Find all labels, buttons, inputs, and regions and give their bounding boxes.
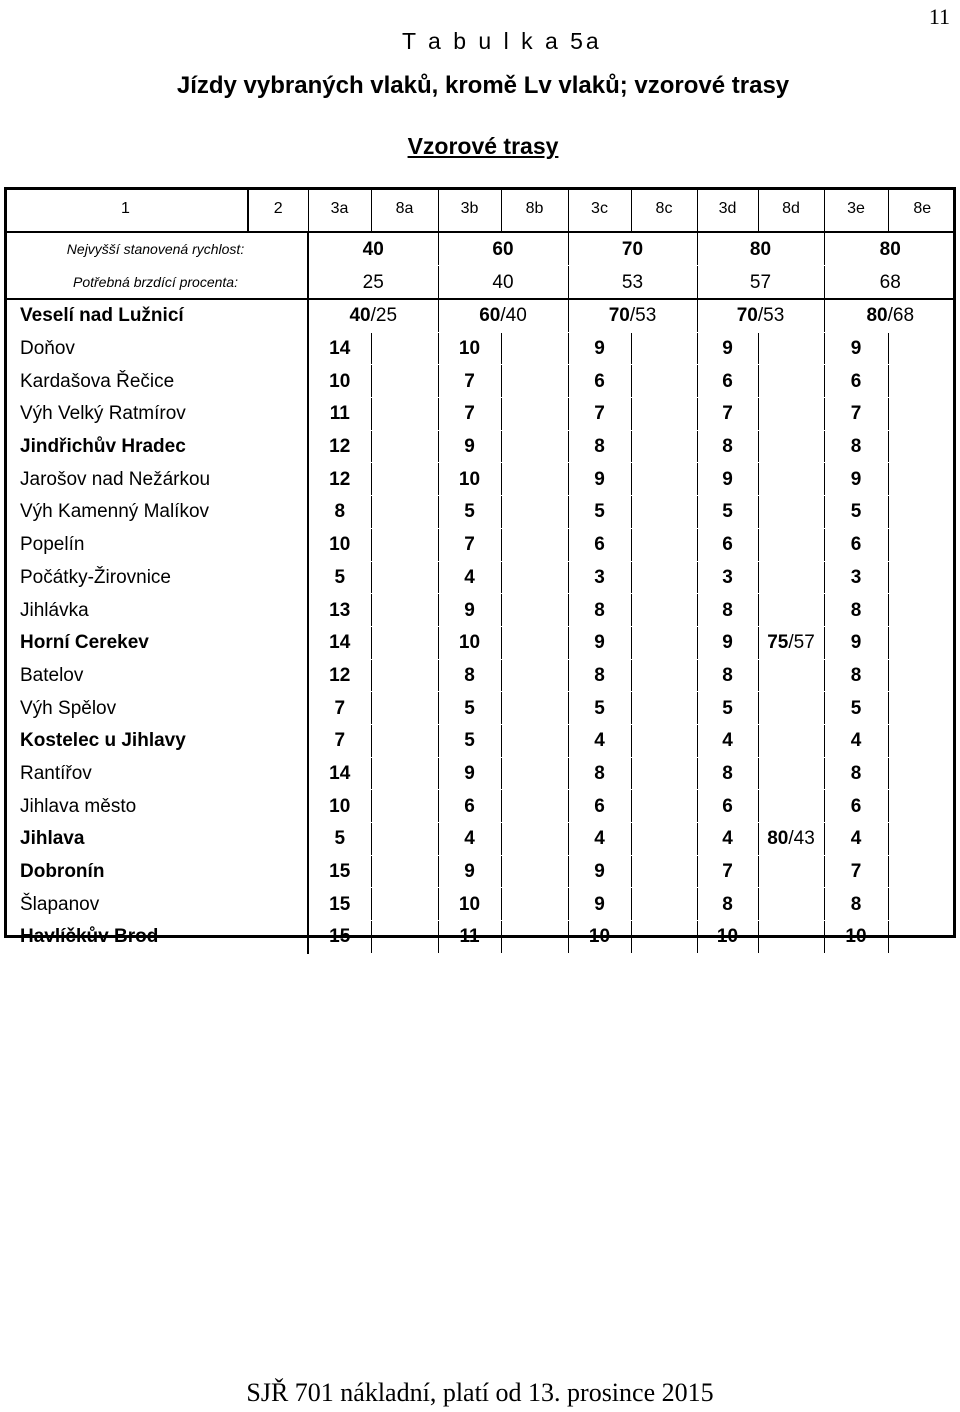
station-row xyxy=(4,659,956,692)
running-time-cell: 5 xyxy=(568,692,631,725)
running-time-cell: 10 xyxy=(438,626,501,659)
station-row xyxy=(4,496,956,529)
running-time-cell: 12 xyxy=(308,659,371,692)
origin-value: 80/68 xyxy=(824,299,956,332)
header-row xyxy=(4,187,956,232)
station-name: Jihlava xyxy=(4,823,308,856)
column-header: 8d xyxy=(758,187,824,232)
max-speed-row xyxy=(4,232,956,266)
running-time-cell: 5 xyxy=(824,692,888,725)
brake-percent-label: Potřebná brzdící procenta: xyxy=(4,266,308,300)
running-time-cell xyxy=(758,463,824,496)
empty-cell xyxy=(631,855,697,888)
running-time-cell: 10 xyxy=(438,888,501,921)
brake-percent-value: 53 xyxy=(568,266,697,300)
running-time-cell: 6 xyxy=(568,528,631,561)
running-time-cell: 5 xyxy=(697,692,758,725)
running-time-cell xyxy=(758,398,824,431)
empty-cell xyxy=(501,692,568,725)
station-name: Horní Cerekev xyxy=(4,626,308,659)
column-header: 8a xyxy=(371,187,438,232)
empty-cell xyxy=(501,757,568,790)
empty-cell xyxy=(631,561,697,594)
station-name: Výh Spělov xyxy=(4,692,308,725)
empty-cell xyxy=(501,398,568,431)
running-time-cell: 11 xyxy=(308,398,371,431)
empty-cell xyxy=(888,430,956,463)
running-time-cell: 8 xyxy=(568,594,631,627)
empty-cell xyxy=(371,855,438,888)
running-time-cell: 9 xyxy=(697,463,758,496)
station-name: Šlapanov xyxy=(4,888,308,921)
running-time-cell: 4 xyxy=(697,724,758,757)
empty-cell xyxy=(888,823,956,856)
running-time-cell: 4 xyxy=(824,823,888,856)
empty-cell xyxy=(371,463,438,496)
running-time-cell: 7 xyxy=(824,398,888,431)
station-name: Batelov xyxy=(4,659,308,692)
max-speed-value: 80 xyxy=(824,232,956,266)
running-time-cell: 10 xyxy=(568,921,631,954)
table-label: T a b u l k a 5a xyxy=(402,28,602,54)
running-time-cell: 6 xyxy=(438,790,501,823)
running-time-cell: 6 xyxy=(697,528,758,561)
running-time-cell: 4 xyxy=(438,561,501,594)
running-time-cell: 8 xyxy=(697,430,758,463)
empty-cell xyxy=(631,921,697,954)
running-time-cell: 7 xyxy=(438,398,501,431)
running-time-cell: 9 xyxy=(824,463,888,496)
empty-cell xyxy=(501,496,568,529)
running-time-cell: 10 xyxy=(308,790,371,823)
column-header: 8e xyxy=(888,187,956,232)
station-name: Doňov xyxy=(4,332,308,365)
origin-value: 60/40 xyxy=(438,299,568,332)
station-row xyxy=(4,888,956,921)
station-name: Havlíčkův Brod xyxy=(4,921,308,954)
running-time-cell xyxy=(758,790,824,823)
empty-cell xyxy=(631,692,697,725)
running-time-cell: 4 xyxy=(568,724,631,757)
running-time-cell: 3 xyxy=(568,561,631,594)
running-time-cell: 8 xyxy=(824,594,888,627)
empty-cell xyxy=(501,790,568,823)
running-time-cell: 7 xyxy=(308,724,371,757)
station-row xyxy=(4,463,956,496)
section-subtitle xyxy=(0,133,960,160)
station-row xyxy=(4,365,956,398)
running-time-cell: 9 xyxy=(824,332,888,365)
station-row xyxy=(4,528,956,561)
running-time-cell: 4 xyxy=(824,724,888,757)
running-time-cell: 10 xyxy=(697,921,758,954)
running-time-cell xyxy=(758,757,824,790)
max-speed-value: 80 xyxy=(697,232,824,266)
running-time-cell: 10 xyxy=(308,528,371,561)
column-header: 3e xyxy=(824,187,888,232)
running-time-cell: 8 xyxy=(697,594,758,627)
empty-cell xyxy=(888,757,956,790)
station-name: Veselí nad Lužnicí xyxy=(4,299,308,332)
running-time-cell xyxy=(758,496,824,529)
running-time-cell: 8 xyxy=(824,430,888,463)
running-time-cell: 7 xyxy=(568,398,631,431)
empty-cell xyxy=(888,561,956,594)
empty-cell xyxy=(501,823,568,856)
empty-cell xyxy=(371,365,438,398)
running-time-cell: 8 xyxy=(568,757,631,790)
empty-cell xyxy=(371,790,438,823)
empty-cell xyxy=(631,757,697,790)
running-time-cell: 5 xyxy=(308,561,371,594)
station-name: Dobronín xyxy=(4,855,308,888)
station-row xyxy=(4,398,956,431)
origin-row xyxy=(4,299,956,332)
station-row xyxy=(4,594,956,627)
empty-cell xyxy=(371,757,438,790)
running-time-cell: 6 xyxy=(697,790,758,823)
empty-cell xyxy=(501,561,568,594)
running-time-cell: 6 xyxy=(697,365,758,398)
station-name: Jindřichův Hradec xyxy=(4,430,308,463)
running-time-cell: 8 xyxy=(308,496,371,529)
running-time-cell xyxy=(758,528,824,561)
running-time-cell: 8 xyxy=(438,659,501,692)
empty-cell xyxy=(501,724,568,757)
running-time-cell: 9 xyxy=(568,888,631,921)
empty-cell xyxy=(501,430,568,463)
empty-cell xyxy=(888,496,956,529)
running-time-cell xyxy=(758,724,824,757)
empty-cell xyxy=(371,659,438,692)
empty-cell xyxy=(888,528,956,561)
running-time-cell: 9 xyxy=(568,332,631,365)
running-time-cell: 9 xyxy=(697,332,758,365)
station-name: Kostelec u Jihlavy xyxy=(4,724,308,757)
station-row xyxy=(4,790,956,823)
station-row xyxy=(4,626,956,659)
column-header: 8c xyxy=(631,187,697,232)
running-time-cell: 6 xyxy=(824,365,888,398)
station-row xyxy=(4,823,956,856)
empty-cell xyxy=(501,888,568,921)
running-time-cell: 10 xyxy=(308,365,371,398)
brake-percent-row xyxy=(4,266,956,300)
empty-cell xyxy=(631,594,697,627)
station-name: Jihlávka xyxy=(4,594,308,627)
empty-cell xyxy=(631,659,697,692)
running-time-cell: 9 xyxy=(568,855,631,888)
speed-table xyxy=(4,187,956,954)
empty-cell xyxy=(888,692,956,725)
empty-cell xyxy=(371,496,438,529)
running-time-cell: 5 xyxy=(438,692,501,725)
empty-cell xyxy=(631,528,697,561)
running-time-cell: 9 xyxy=(697,626,758,659)
running-time-cell: 12 xyxy=(308,430,371,463)
running-time-cell: 4 xyxy=(697,823,758,856)
page-footer: SJŘ 701 nákladní, platí od 13. prosince 2015 xyxy=(246,1378,714,1407)
station-row xyxy=(4,332,956,365)
running-time-cell: 12 xyxy=(308,463,371,496)
running-time-cell xyxy=(758,855,824,888)
running-time-cell: 7 xyxy=(824,855,888,888)
page-title: Jízdy vybraných vlaků, kromě Lv vlaků; vzorové trasy xyxy=(176,72,790,99)
empty-cell xyxy=(501,463,568,496)
empty-cell xyxy=(888,594,956,627)
station-row xyxy=(4,921,956,954)
station-name: Jarošov nad Nežárkou xyxy=(4,463,308,496)
running-time-cell xyxy=(758,430,824,463)
column-header: 3a xyxy=(308,187,371,232)
running-time-cell: 13 xyxy=(308,594,371,627)
empty-cell xyxy=(888,365,956,398)
running-time-cell: 7 xyxy=(438,365,501,398)
empty-cell xyxy=(631,463,697,496)
running-time-cell xyxy=(758,332,824,365)
running-time-cell: 3 xyxy=(697,561,758,594)
empty-cell xyxy=(631,496,697,529)
running-time-cell: 4 xyxy=(568,823,631,856)
empty-cell xyxy=(631,888,697,921)
station-row xyxy=(4,724,956,757)
origin-value: 40/25 xyxy=(308,299,438,332)
running-time-cell: 15 xyxy=(308,855,371,888)
running-time-cell: 10 xyxy=(438,332,501,365)
empty-cell xyxy=(371,561,438,594)
empty-cell xyxy=(888,790,956,823)
running-time-cell: 9 xyxy=(824,626,888,659)
max-speed-value: 60 xyxy=(438,232,568,266)
running-time-cell: 8 xyxy=(824,757,888,790)
empty-cell xyxy=(371,528,438,561)
empty-cell xyxy=(631,398,697,431)
origin-value: 70/53 xyxy=(697,299,824,332)
running-time-cell: 9 xyxy=(568,463,631,496)
empty-cell xyxy=(631,430,697,463)
empty-cell xyxy=(631,823,697,856)
empty-cell xyxy=(888,626,956,659)
running-time-cell: 7 xyxy=(438,528,501,561)
brake-percent-value: 40 xyxy=(438,266,568,300)
column-header: 3d xyxy=(697,187,758,232)
station-name: Popelín xyxy=(4,528,308,561)
brake-percent-value: 57 xyxy=(697,266,824,300)
empty-cell xyxy=(631,724,697,757)
empty-cell xyxy=(631,626,697,659)
empty-cell xyxy=(501,594,568,627)
running-time-cell: 15 xyxy=(308,888,371,921)
column-header: 2 xyxy=(248,187,308,232)
column-header: 8b xyxy=(501,187,568,232)
empty-cell xyxy=(501,365,568,398)
empty-cell xyxy=(888,659,956,692)
running-time-cell: 8 xyxy=(824,659,888,692)
empty-cell xyxy=(501,659,568,692)
running-time-cell: 10 xyxy=(438,463,501,496)
running-time-cell: 8 xyxy=(568,430,631,463)
running-time-cell: 9 xyxy=(438,430,501,463)
running-time-cell: 9 xyxy=(438,855,501,888)
max-speed-value: 70 xyxy=(568,232,697,266)
running-time-cell: 80/43 xyxy=(758,823,824,856)
column-header: 3c xyxy=(568,187,631,232)
station-row xyxy=(4,430,956,463)
empty-cell xyxy=(501,332,568,365)
running-time-cell: 8 xyxy=(568,659,631,692)
station-row xyxy=(4,757,956,790)
running-time-cell xyxy=(758,888,824,921)
empty-cell xyxy=(501,921,568,954)
station-row xyxy=(4,855,956,888)
empty-cell xyxy=(888,463,956,496)
empty-cell xyxy=(371,626,438,659)
empty-cell xyxy=(888,398,956,431)
running-time-cell xyxy=(758,594,824,627)
station-name: Kardašova Řečice xyxy=(4,365,308,398)
running-time-cell: 5 xyxy=(308,823,371,856)
running-time-cell: 5 xyxy=(438,496,501,529)
empty-cell xyxy=(371,724,438,757)
running-time-cell: 7 xyxy=(697,855,758,888)
empty-cell xyxy=(888,724,956,757)
column-header: 1 xyxy=(4,187,248,232)
running-time-cell xyxy=(758,561,824,594)
empty-cell xyxy=(888,332,956,365)
station-row xyxy=(4,561,956,594)
running-time-cell: 15 xyxy=(308,921,371,954)
running-time-cell: 5 xyxy=(438,724,501,757)
max-speed-label: Nejvyšší stanovená rychlost: xyxy=(4,232,308,266)
subtitle-text: Vzorové trasy xyxy=(407,133,559,159)
running-time-cell: 7 xyxy=(308,692,371,725)
origin-value: 70/53 xyxy=(568,299,697,332)
running-time-cell: 10 xyxy=(824,921,888,954)
station-name: Výh Velký Ratmírov xyxy=(4,398,308,431)
running-time-cell: 6 xyxy=(824,790,888,823)
station-name: Počátky-Žirovnice xyxy=(4,561,308,594)
station-name: Rantířov xyxy=(4,757,308,790)
station-name: Výh Kamenný Malíkov xyxy=(4,496,308,529)
running-time-cell: 8 xyxy=(697,757,758,790)
running-time-cell: 9 xyxy=(568,626,631,659)
running-time-cell: 7 xyxy=(697,398,758,431)
empty-cell xyxy=(371,921,438,954)
page-number: 11 xyxy=(928,4,950,29)
running-time-cell: 14 xyxy=(308,332,371,365)
running-time-cell: 14 xyxy=(308,626,371,659)
brake-percent-value: 25 xyxy=(308,266,438,300)
running-time-cell: 11 xyxy=(438,921,501,954)
running-time-cell: 9 xyxy=(438,757,501,790)
running-time-cell xyxy=(758,365,824,398)
running-time-cell: 8 xyxy=(697,659,758,692)
running-time-cell: 6 xyxy=(568,790,631,823)
running-time-cell xyxy=(758,692,824,725)
running-time-cell xyxy=(758,921,824,954)
running-time-cell: 4 xyxy=(438,823,501,856)
running-time-cell: 8 xyxy=(824,888,888,921)
empty-cell xyxy=(501,855,568,888)
column-header: 3b xyxy=(438,187,501,232)
max-speed-value: 40 xyxy=(308,232,438,266)
empty-cell xyxy=(888,921,956,954)
empty-cell xyxy=(631,790,697,823)
running-time-cell: 6 xyxy=(824,528,888,561)
brake-percent-value: 68 xyxy=(824,266,956,300)
station-row xyxy=(4,692,956,725)
empty-cell xyxy=(371,888,438,921)
station-name: Jihlava město xyxy=(4,790,308,823)
running-time-cell: 8 xyxy=(697,888,758,921)
running-time-cell: 6 xyxy=(568,365,631,398)
empty-cell xyxy=(631,365,697,398)
empty-cell xyxy=(371,823,438,856)
running-time-cell xyxy=(758,659,824,692)
empty-cell xyxy=(371,398,438,431)
empty-cell xyxy=(371,430,438,463)
empty-cell xyxy=(631,332,697,365)
empty-cell xyxy=(371,692,438,725)
running-time-cell: 3 xyxy=(824,561,888,594)
running-time-cell: 14 xyxy=(308,757,371,790)
empty-cell xyxy=(888,888,956,921)
running-time-cell: 5 xyxy=(824,496,888,529)
running-time-cell: 5 xyxy=(697,496,758,529)
running-time-cell: 5 xyxy=(568,496,631,529)
empty-cell xyxy=(501,528,568,561)
empty-cell xyxy=(371,594,438,627)
empty-cell xyxy=(371,332,438,365)
running-time-cell: 9 xyxy=(438,594,501,627)
running-time-cell: 75/57 xyxy=(758,626,824,659)
empty-cell xyxy=(501,626,568,659)
empty-cell xyxy=(888,855,956,888)
